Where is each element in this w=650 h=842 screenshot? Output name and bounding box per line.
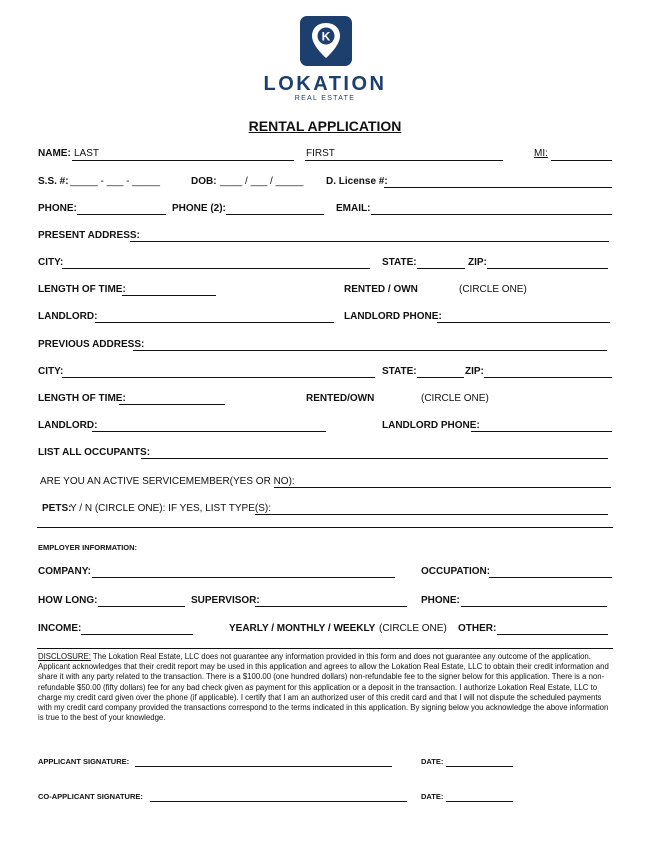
- brand-name: LOKATION: [263, 73, 387, 95]
- circle-one-note: (CIRCLE ONE): [459, 284, 527, 295]
- email-label: EMAIL:: [336, 203, 371, 214]
- name-label: NAME:: [38, 148, 71, 159]
- supervisor-field[interactable]: [255, 606, 407, 607]
- location-pin-icon: [300, 16, 352, 66]
- present-address-label: PRESENT ADDRESS:: [38, 230, 140, 241]
- page-title: RENTAL APPLICATION: [248, 118, 402, 134]
- brand-subtitle: REAL ESTATE: [294, 95, 356, 102]
- state-label-2: STATE:: [382, 366, 417, 377]
- servicemember-label: ARE YOU AN ACTIVE SERVICEMEMBER(YES OR NO):: [40, 476, 295, 487]
- length-label: LENGTH OF TIME:: [38, 284, 126, 295]
- present-address-field[interactable]: [130, 241, 609, 242]
- state-label: STATE:: [382, 257, 417, 268]
- occupation-field[interactable]: [489, 577, 612, 578]
- employer-heading: EMPLOYER INFORMATION:: [38, 543, 138, 552]
- zip-label-2: ZIP:: [465, 366, 484, 377]
- state-field[interactable]: [417, 268, 465, 269]
- length-field-2[interactable]: [119, 404, 225, 405]
- rented-own-label-2[interactable]: RENTED/OWN: [306, 393, 375, 404]
- logo-badge: [300, 16, 352, 66]
- landlord-phone-label-2: LANDLORD PHONE:: [382, 420, 480, 431]
- applicant-signature-label: APPLICANT SIGNATURE:: [38, 757, 130, 766]
- previous-address-field[interactable]: [133, 350, 607, 351]
- zip-label: ZIP:: [468, 257, 487, 268]
- last-caption: LAST: [74, 148, 100, 159]
- co-applicant-signature-field[interactable]: [150, 801, 407, 802]
- landlord-phone-field[interactable]: [437, 322, 610, 323]
- occupation-label: OCCUPATION:: [421, 566, 491, 577]
- employer-phone-field[interactable]: [461, 606, 607, 607]
- employer-phone-label: PHONE:: [421, 595, 460, 606]
- applicant-date-label: DATE:: [421, 757, 444, 766]
- phone-field[interactable]: [77, 214, 166, 215]
- disclosure-label: DISCLOSURE:: [38, 652, 91, 661]
- income-period-options[interactable]: YEARLY / MONTHLY / WEEKLY: [229, 623, 376, 634]
- landlord-field-2[interactable]: [92, 431, 326, 432]
- disclosure-paragraph: [38, 652, 610, 723]
- occupants-field[interactable]: [141, 458, 608, 459]
- disclosure-text: The Lokation Real Estate, LLC does not guarantee any information provided in this form and does not guarantee any outcome of the application. Applicant acknowledges that their credit report may be used in this application and agrees to allow the Lokation Real Estate, LLC to obtain their credit information and share it with any party related to the transaction. There is a $100.00 (one hundred dollars) non-refundable fee to the signer below for this application. There is a non-refundable $50.00 (fifty dollars) fee for any bad check given as payment for this application or a deposit in the transaction. I authorize Lokation Real Estate, LLC to charge my credit card given over the phone (if applicable). I certify that I am an authorized user of this credit card and that I will not dispute the scheduled payments with my credit card company provided the transactions correspond to the terms indicated in this application. By signing below you acknowledge the above information is true to the best of your knowledge.: [38, 652, 609, 723]
- pets-circle-note: Y / N (CIRCLE ONE): IF YES, LIST TYPE(S):: [70, 503, 271, 514]
- length-field[interactable]: [122, 295, 216, 296]
- logo-letter: K: [321, 29, 331, 44]
- how-long-field[interactable]: [98, 606, 185, 607]
- circle-one-note-2: (CIRCLE ONE): [421, 393, 489, 404]
- pets-type-field[interactable]: [255, 514, 608, 515]
- license-label: D. License #:: [326, 176, 388, 187]
- landlord-label-2: LANDLORD:: [38, 420, 98, 431]
- landlord-phone-field-2[interactable]: [471, 431, 612, 432]
- city-field[interactable]: [62, 268, 370, 269]
- city-label-2: CITY:: [38, 366, 64, 377]
- supervisor-label: SUPERVISOR:: [191, 595, 260, 606]
- co-applicant-signature-label: CO-APPLICANT SIGNATURE:: [38, 792, 143, 801]
- landlord-field[interactable]: [95, 322, 334, 323]
- servicemember-field[interactable]: [274, 487, 611, 488]
- last-name-field[interactable]: [72, 160, 294, 161]
- income-field[interactable]: [81, 634, 193, 635]
- first-name-field[interactable]: [305, 160, 503, 161]
- co-applicant-date-label: DATE:: [421, 792, 444, 801]
- applicant-signature-field[interactable]: [135, 766, 392, 767]
- mi-label: MI:: [534, 148, 548, 159]
- ss-label: S.S. #:: [38, 176, 69, 187]
- state-field-2[interactable]: [417, 377, 464, 378]
- length-label-2: LENGTH OF TIME:: [38, 393, 126, 404]
- mi-field[interactable]: [551, 160, 612, 161]
- dob-label: DOB:: [191, 176, 217, 187]
- other-field[interactable]: [497, 634, 608, 635]
- city-field-2[interactable]: [62, 377, 375, 378]
- license-field[interactable]: [384, 187, 612, 188]
- section-divider: [37, 527, 613, 528]
- other-label: OTHER:: [458, 623, 497, 634]
- previous-address-label: PREVIOUS ADDRESS:: [38, 339, 145, 350]
- company-label: COMPANY:: [38, 566, 91, 577]
- zip-field-2[interactable]: [484, 377, 612, 378]
- email-field[interactable]: [371, 214, 612, 215]
- applicant-date-field[interactable]: [446, 766, 513, 767]
- income-circle-note: (CIRCLE ONE): [379, 623, 447, 634]
- company-field[interactable]: [92, 577, 395, 578]
- first-caption: FIRST: [306, 148, 335, 159]
- landlord-label: LANDLORD:: [38, 311, 98, 322]
- phone-label: PHONE:: [38, 203, 77, 214]
- landlord-phone-label: LANDLORD PHONE:: [344, 311, 442, 322]
- income-label: INCOME:: [38, 623, 82, 634]
- how-long-label: HOW LONG:: [38, 595, 98, 606]
- phone2-field[interactable]: [226, 214, 324, 215]
- phone2-label: PHONE (2):: [172, 203, 226, 214]
- occupants-label: LIST ALL OCCUPANTS:: [38, 447, 151, 458]
- disclosure-divider: [37, 648, 613, 649]
- pets-label: PETS:: [42, 503, 72, 514]
- dob-field[interactable]: ____ / ___ / _____: [220, 176, 304, 187]
- city-label: CITY:: [38, 257, 64, 268]
- co-applicant-date-field[interactable]: [446, 801, 513, 802]
- zip-field[interactable]: [487, 268, 608, 269]
- ss-field[interactable]: _____ - ___ - _____: [70, 176, 161, 187]
- rented-own-label[interactable]: RENTED / OWN: [344, 284, 418, 295]
